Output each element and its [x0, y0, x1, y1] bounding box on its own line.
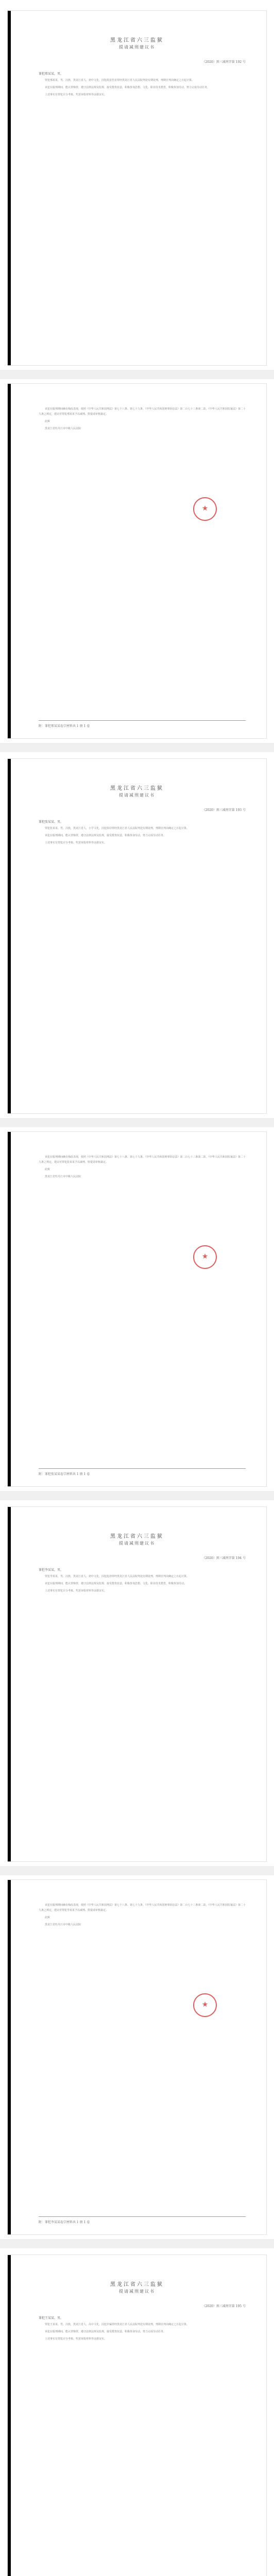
document-subtitle: 提请减刑建议书	[119, 45, 155, 49]
body-paragraph: 罪犯张某某，男，汉族，黑龙江省人，小学文化，因犯盗窃罪经黑龙江省人民法院判处有期徒刑，刑期自判决确定之日起计算。	[45, 827, 190, 830]
addressee: 罪犯王某某，男，	[39, 2316, 64, 2320]
body-paragraph: 罪犯邢某某，男，汉族，黑龙江省人，初中文化，因犯故意伤害罪经黑龙江省人民法院判处有期徒刑，刑期自判决确定之日起计算。	[45, 79, 195, 82]
document-separator	[0, 2239, 274, 2248]
body-paragraph: 此致	[45, 1916, 50, 1919]
document-subtitle: 提请减刑建议书	[119, 1541, 155, 1546]
body-paragraph: 该犯在服刑期间确有悔改表现，依照《中华人民共和国刑法》第七十八条、第七十九条，《中华人民共和国刑事诉讼法》第二百七十三条第二款，《中华人民共和国监狱法》第二十九条之规定，建议对罪犯张某某予以减刑。特提请审核裁定。	[39, 1156, 246, 1164]
document-page-1	[7, 1506, 267, 1862]
document-subtitle: 提请减刑建议书	[119, 2289, 155, 2294]
document-title: 黑龙江省六三监狱	[110, 1534, 164, 1539]
body-paragraph: 上述事实有罪犯计分考核、奖惩审批材料等证据证实。	[45, 841, 107, 844]
body-paragraph: 该犯在服刑期间确有悔改表现，依照《中华人民共和国刑法》第七十八条、第七十九条，《中华人民共和国刑事诉讼法》第二百七十三条第二款，《中华人民共和国监狱法》第二十九条之规定，建议对罪犯邢某某予以减刑。特提请审核裁定。	[39, 408, 246, 416]
document-number: （2020）黑三减刑字第 195 号	[202, 2304, 246, 2308]
page-spine	[8, 384, 11, 738]
document-page-2	[7, 1131, 267, 1487]
document-page-1	[7, 758, 267, 1114]
body-paragraph: 罪犯李某某，男，汉族，黑龙江省人，初中文化，因犯抢劫罪经黑龙江省人民法院判处有期徒刑，刑期自判决确定之日起计算。	[45, 1575, 190, 1578]
official-seal-icon	[193, 497, 217, 521]
page-spine	[8, 1132, 11, 1486]
body-paragraph: 该犯在服刑期间，能认罪悔罪，遵守法律法规及监规，接受教育改造，积极参加思想、文化、职业技术教育，积极参加劳动。	[45, 1582, 187, 1585]
document-subtitle: 提请减刑建议书	[119, 793, 155, 798]
page-spine	[8, 1507, 11, 1861]
footer-divider	[39, 1468, 246, 1469]
document-title: 黑龙江省六三监狱	[110, 2282, 164, 2287]
attachment-note: 附：罪犯张某某卷宗材料共 1 册 1 卷	[39, 1472, 90, 1476]
document-number: （2020）黑三减刑字第 193 号	[202, 808, 246, 812]
body-paragraph: 上述事实有罪犯计分考核、奖惩审批材料等证据证实。	[45, 2337, 107, 2341]
body-paragraph: 黑龙江省牡丹江市中级人民法院	[45, 1923, 81, 1926]
body-paragraph: 该犯在服刑期间，能认罪悔罪，遵守法律法规及监规，接受教育改造，积极参加思想、文化、职业技术教育，积极参加劳动，努力完成劳动任务。	[45, 86, 210, 89]
body-paragraph: 该犯在服刑期间确有悔改表现，依照《中华人民共和国刑法》第七十八条、第七十九条，《中华人民共和国刑事诉讼法》第二百七十三条第二款，《中华人民共和国监狱法》第二十九条之规定，建议对罪犯李某某予以减刑。特提请审核裁定。	[39, 1904, 246, 1912]
page-spine	[8, 759, 11, 1113]
page-separator	[0, 370, 274, 379]
document-page-2	[7, 383, 267, 739]
footer-divider	[39, 720, 246, 721]
addressee: 罪犯邢某某，男，	[39, 72, 64, 76]
document-page-1	[7, 10, 267, 366]
body-paragraph: 此致	[45, 1168, 50, 1171]
document-number: （2020）黑三减刑字第 194 号	[202, 1556, 246, 1560]
page-spine	[8, 1880, 11, 2234]
official-seal-icon	[193, 1245, 217, 1269]
document-separator	[0, 1491, 274, 1500]
document-separator	[0, 743, 274, 752]
attachment-note: 附：罪犯邢某某卷宗材料共 1 册 1 卷	[39, 724, 90, 728]
addressee: 罪犯张某某，男，	[39, 820, 64, 824]
body-paragraph: 该犯在服刑期间，能认罪悔罪，遵守法律法规及监规，接受教育改造，积极参加劳动，努力完成劳动任务。	[45, 834, 166, 837]
document-page-2	[7, 1879, 267, 2235]
document-number: （2020）黑三减刑字第 192 号	[202, 60, 246, 64]
official-seal-icon	[193, 1993, 217, 2017]
footer-divider	[39, 2216, 246, 2217]
body-paragraph: 该犯在服刑期间，能认罪悔罪，遵守法律法规及监规，接受教育改造，积极参加劳动，努力完成劳动任务。	[45, 2330, 166, 2333]
body-paragraph: 此致	[45, 420, 50, 423]
document-title: 黑龙江省六三监狱	[110, 786, 164, 791]
body-paragraph: 罪犯王某某，男，汉族，黑龙江省人，高中文化，因犯诈骗罪经黑龙江省人民法院判处有期徒刑，刑期自判决确定之日起计算。	[45, 2323, 190, 2326]
body-paragraph: 上述事实有罪犯计分考核、奖惩审批材料等证据证实。	[45, 93, 107, 96]
addressee: 罪犯李某某，男，	[39, 1568, 64, 1572]
body-paragraph: 黑龙江省牡丹江市中级人民法院	[45, 427, 81, 430]
document-title: 黑龙江省六三监狱	[110, 38, 164, 43]
document-page-1	[7, 2255, 267, 2576]
page-separator	[0, 1118, 274, 1127]
page-separator	[0, 1866, 274, 1875]
page-spine	[8, 2255, 11, 2576]
page-spine	[8, 11, 11, 365]
body-paragraph: 黑龙江省牡丹江市中级人民法院	[45, 1175, 81, 1178]
body-paragraph: 上述事实有罪犯计分考核、奖惩审批材料等证据证实。	[45, 1589, 107, 1592]
attachment-note: 附：罪犯李某某卷宗材料共 1 册 1 卷	[39, 2221, 90, 2224]
